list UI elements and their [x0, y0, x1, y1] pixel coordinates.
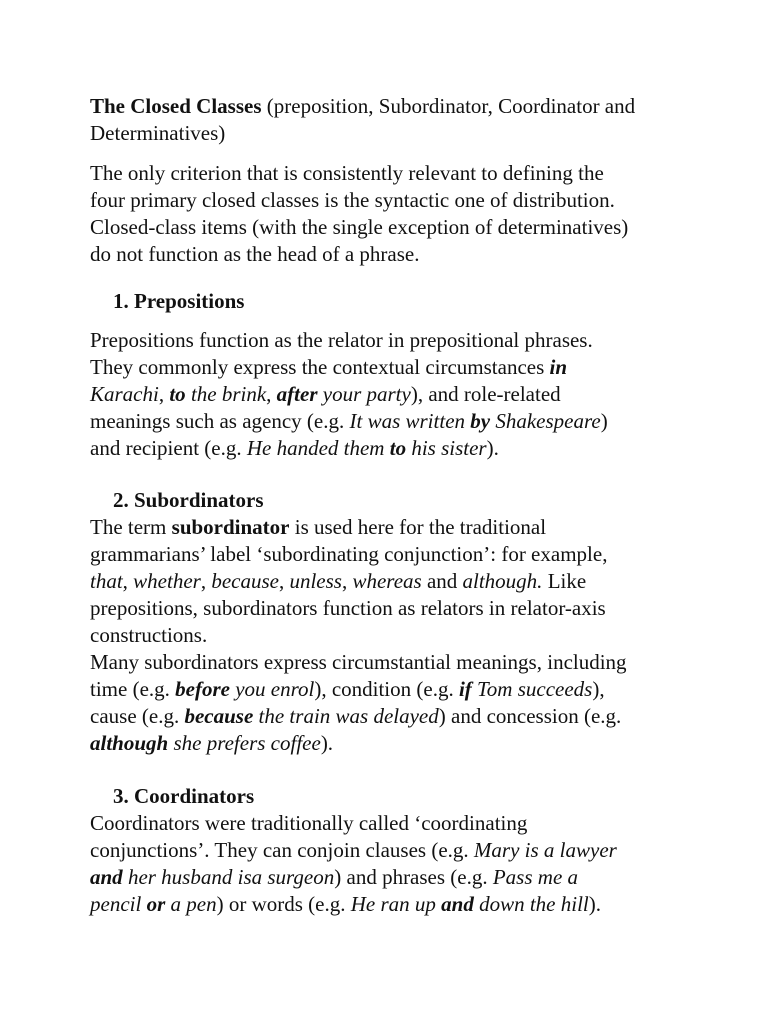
example-text: that	[90, 569, 123, 593]
text-run: ), condition (e.g.	[314, 677, 459, 701]
example-text: you enrol	[229, 677, 315, 701]
text-run: ,	[122, 569, 134, 593]
text-run: The term	[90, 515, 172, 539]
example-text: she prefers coffee	[168, 731, 321, 755]
example-keyword: before	[175, 677, 230, 701]
example-keyword: after	[276, 382, 318, 406]
example-keyword: by	[470, 409, 491, 433]
text-run: )	[600, 409, 608, 433]
intro-paragraph	[90, 160, 690, 268]
intro-line: The only criterion that is consistently relevant to defining the	[90, 161, 604, 185]
subordinators-paragraph	[90, 514, 690, 757]
title-line-1	[90, 93, 690, 120]
example-text: whereas	[352, 569, 422, 593]
example-text: Tom succeeds	[471, 677, 593, 701]
text-line	[90, 354, 690, 381]
text-line: grammarians’ label ‘subordinating conjunction’: for example,	[90, 542, 608, 566]
text-run: ,	[341, 569, 353, 593]
title-rest: (preposition, Subordinator, Coordinator and	[261, 94, 636, 118]
example-keyword: to	[169, 382, 186, 406]
text-run: ).	[320, 731, 334, 755]
example-text: He handed them	[246, 436, 390, 460]
text-run: ) or words (e.g.	[216, 892, 351, 916]
example-text: pencil	[90, 892, 147, 916]
coordinators-paragraph	[90, 810, 690, 918]
title-bold: The Closed Classes	[90, 94, 262, 118]
text-run: They commonly express the contextual circumstances	[90, 355, 550, 379]
example-text: the brink	[185, 382, 267, 406]
text-line	[90, 408, 690, 435]
example-text: Mary is a lawyer	[473, 838, 617, 862]
text-run: ), and role-related	[410, 382, 561, 406]
example-text: because	[211, 569, 279, 593]
prepositions-paragraph	[90, 327, 690, 462]
example-text: his sister	[406, 436, 487, 460]
example-text: Shakespeare	[490, 409, 601, 433]
text-line	[90, 676, 690, 703]
text-run: ),	[592, 677, 605, 701]
text-run: ,	[200, 569, 212, 593]
example-text: whether	[133, 569, 201, 593]
example-text: He ran up	[350, 892, 442, 916]
example-text: her husband isa surgeon	[122, 865, 335, 889]
text-line	[90, 435, 690, 462]
example-text: the train was delayed	[253, 704, 439, 728]
document-title	[90, 93, 690, 147]
text-line	[90, 864, 690, 891]
example-text: It was written	[349, 409, 471, 433]
intro-line: Closed-class items (with the single exception of determinatives)	[90, 215, 629, 239]
text-line: Coordinators were traditionally called ‘coordinating	[90, 811, 528, 835]
term-bold: subordinator	[171, 515, 290, 539]
text-run: ,	[158, 382, 170, 406]
title-line-2: Determinatives)	[90, 121, 226, 145]
text-run: meanings such as agency (e.g.	[90, 409, 350, 433]
example-keyword: in	[549, 355, 568, 379]
example-text: down the hill	[473, 892, 589, 916]
example-keyword: or	[146, 892, 166, 916]
intro-line: four primary closed classes is the syntactic one of distribution.	[90, 188, 615, 212]
example-text: unless	[289, 569, 342, 593]
example-keyword: and	[90, 865, 123, 889]
example-keyword: to	[389, 436, 407, 460]
example-text: Pass me a	[492, 865, 579, 889]
example-text: your party	[317, 382, 411, 406]
text-run: Like	[542, 569, 587, 593]
text-run: time (e.g.	[90, 677, 176, 701]
example-text: a pen	[165, 892, 217, 916]
text-run: ,	[266, 382, 277, 406]
text-run: ).	[588, 892, 601, 916]
text-line	[90, 703, 690, 730]
example-text: Karachi	[90, 382, 159, 406]
text-run: and recipient (e.g.	[90, 436, 247, 460]
heading-prepositions: 1. Prepositions	[113, 289, 245, 313]
example-keyword: and	[441, 892, 474, 916]
text-run: is used here for the traditional	[289, 515, 547, 539]
text-line	[90, 568, 690, 595]
text-run: ) and phrases (e.g.	[334, 865, 493, 889]
text-line: Many subordinators express circumstantial meanings, including	[90, 650, 627, 674]
text-line: prepositions, subordinators function as relators in relator-axis	[90, 596, 606, 620]
text-run: and	[421, 569, 463, 593]
text-run: ) and concession (e.g.	[438, 704, 622, 728]
text-line	[90, 381, 690, 408]
text-line: constructions.	[90, 623, 208, 647]
heading-subordinators: 2. Subordinators	[113, 488, 264, 512]
text-run: conjunctions’. They can conjoin clauses (e.g.	[90, 838, 474, 862]
text-line	[90, 837, 690, 864]
example-keyword: if	[458, 677, 472, 701]
text-run: cause (e.g.	[90, 704, 185, 728]
text-run: ,	[278, 569, 290, 593]
example-keyword: although	[90, 731, 169, 755]
heading-coordinators: 3. Coordinators	[113, 784, 255, 808]
text-line	[90, 514, 690, 541]
example-keyword: because	[184, 704, 254, 728]
example-text: although.	[462, 569, 543, 593]
text-line: Prepositions function as the relator in prepositional phrases.	[90, 328, 593, 352]
intro-line: do not function as the head of a phrase.	[90, 242, 420, 266]
text-line	[90, 891, 690, 918]
text-run: ).	[486, 436, 499, 460]
text-line	[90, 730, 690, 757]
